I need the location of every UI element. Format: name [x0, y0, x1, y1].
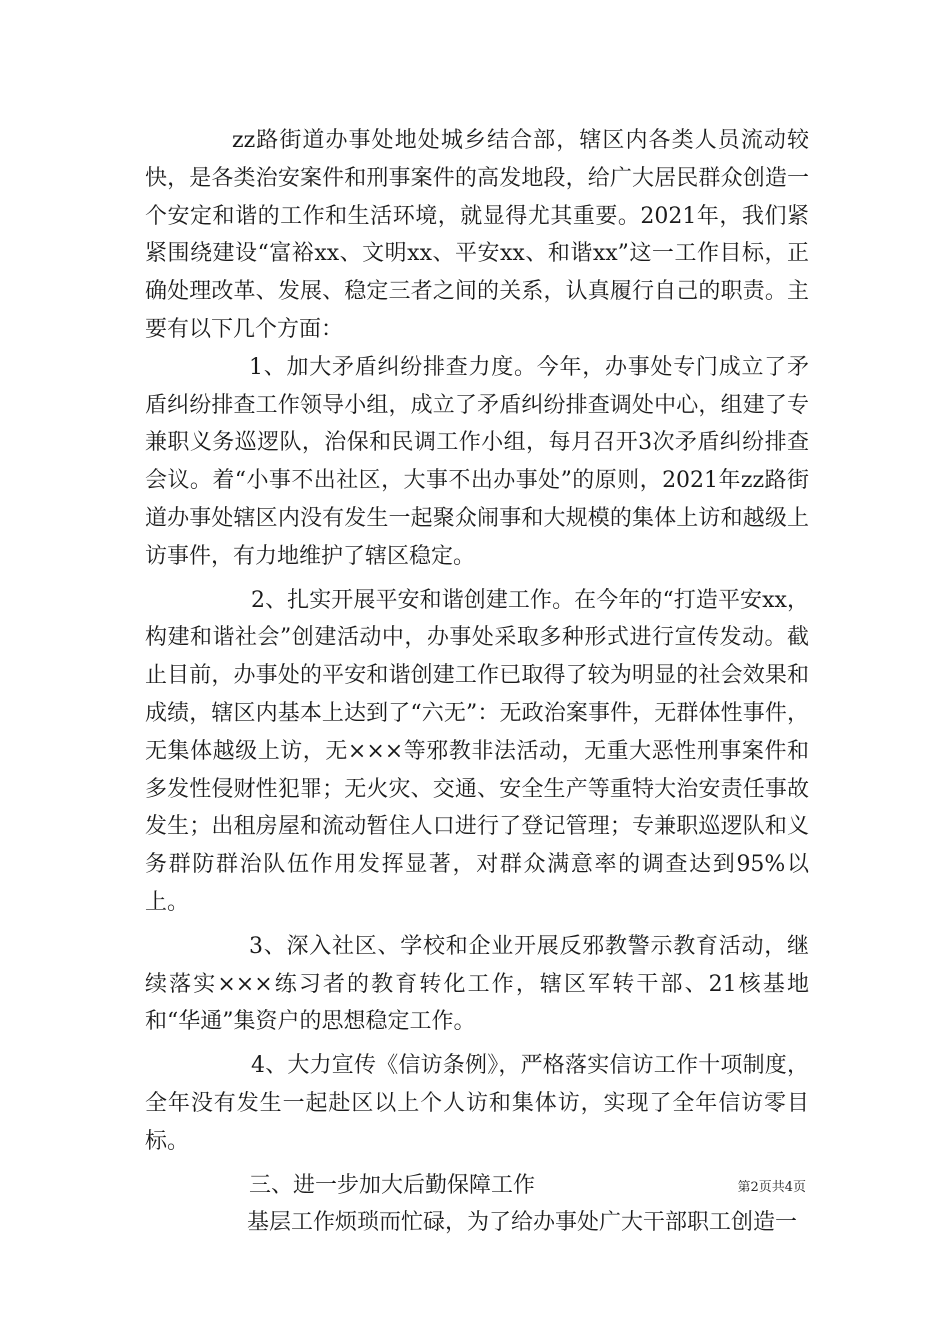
section-heading: 三、进一步加大后勤保障工作	[249, 1172, 536, 1198]
page-number: 第2页共4页	[737, 1180, 806, 1195]
document-body	[145, 122, 809, 1242]
paragraph-item-1: 1、加大矛盾纠纷排查力度。今年，办事处专门成立了矛盾纠纷排查工作领导小组，成立了矛盾纠纷排查调处中心，组建了专兼职义务巡逻队，治保和民调工作小组，每月召开3次矛盾纠纷排查会议。着“小事不出社区，大事不出办事处”的原则，2021年zz路街道办事处辖区内没有发生一起聚众闹事和大规模的集体上访和越级上访事件，有力地维护了辖区稳定。	[145, 354, 809, 569]
paragraph-intro: zz路街道办事处地处城乡结合部，辖区内各类人员流动较快，是各类治安案件和刑事案件的高发地段，给广大居民群众创造一个安定和谐的工作和生活环境，就显得尤其重要。2021年，我们紧紧围绕建设“富裕xx、文明xx、平安xx、和谐xx”这一工作目标，正确处理改革、发展、稳定三者之间的关系，认真履行自己的职责。主要有以下几个方面：	[145, 128, 809, 342]
paragraph-item-4: 4、大力宣传《信访条例》，严格落实信访工作十项制度，全年没有发生一起赴区以上个人访和集体访，实现了全年信访零目标。	[145, 1053, 809, 1154]
paragraph-item-3: 3、深入社区、学校和企业开展反邪教警示教育活动，继续落实×××练习者的教育转化工作，辖区军转干部、21核基地和“华通”集资户的思想稳定工作。	[145, 933, 809, 1035]
paragraph-item-2: 2、扎实开展平安和谐创建工作。在今年的“打造平安xx，构建和谐社会”创建活动中，办事处采取多种形式进行宣传发动。截止目前，办事处的平安和谐创建工作已取得了较为明显的社会效果和成绩，辖区内基本上达到了“六无”：无政治案事件，无群体性事件，无集体越级上访，无×××等邪教非法活动，无重大恶性刑事案件和多发性侵财性犯罪；无火灾、交通、安全生产等重特大治安责任事故发生；出租房屋和流动暂住人口进行了登记管理；专兼职巡逻队和义务群防群治队伍作用发挥显著，对群众满意率的调查达到95%以上。	[145, 587, 809, 915]
paragraph-section-3-intro: 基层工作烦琐而忙碌，为了给办事处广大干部职工创造一	[247, 1210, 798, 1236]
